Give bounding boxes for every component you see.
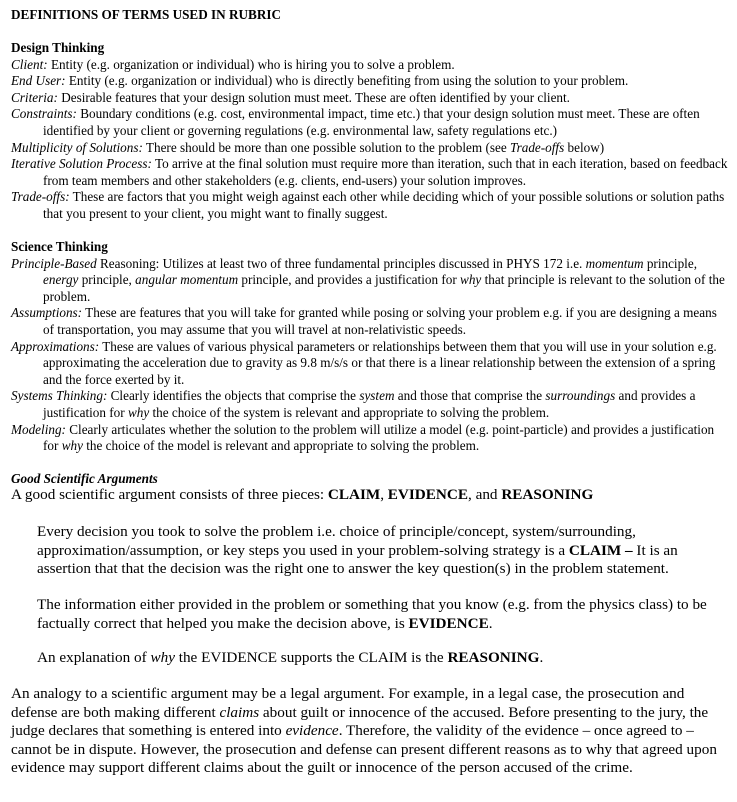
def-criteria: Criteria: Desirable features that your design solution must meet. These are often identified by your client. [11, 89, 570, 105]
term-assumptions: Assumptions: [11, 305, 83, 321]
arguments-intro: A good scientific argument consists of three pieces: CLAIM, EVIDENCE, and REASONING [11, 486, 594, 503]
term-principle-based: Principle-Based [11, 255, 97, 271]
legal-analogy-paragraph: An analogy to a scientific argument may be a legal argument. For example, in a legal case, the prosecution and defense are both making different claims about guilt or innocence of the accused. Before presenting to the jury, the judge declares that something is entered into evidence. Therefore, the validity of the evidence – once agreed to – cannot be in dispute. However, the prosecution and defense can present different reasons as to why that agreed upon evidence may support different claims about the guilt or innocence of the person accused of the crime. [11, 685, 717, 777]
term-tradeoffs: Trade-offs: [11, 189, 70, 205]
document-title: DEFINITIONS OF TERMS USED IN RUBRIC [11, 7, 282, 22]
term-iterative: Iterative Solution Process: [11, 156, 152, 172]
def-constraints: Constraints: Boundary conditions (e.g. cost, environmental impact, time etc.) that your design solution must meet. These are often identified by your client or governing regulations (e.g. environmental law, safety regulations etc.) [11, 106, 700, 138]
reasoning-word: REASONING [501, 486, 594, 503]
term-systems-thinking: Systems Thinking: [11, 388, 108, 404]
design-thinking-heading: Design Thinking [11, 40, 105, 55]
term-approximations: Approximations: [11, 338, 100, 354]
term-criteria: Criteria: [11, 89, 58, 105]
def-systems-thinking: Systems Thinking: Clearly identifies the objects that comprise the system and those that comprise the surroundings and provides a justification for why the choice of the system is relevant and appropriate to solving the problem. [11, 388, 696, 420]
term-modeling: Modeling: [11, 421, 66, 437]
def-approximations: Approximations: These are values of various physical parameters or relationships between them that you will use in your solution e.g. approximating the acceleration due to gravity as 9.8 m/s/s or that there is a linear relationship between the extension of a spring and the force exerted by it. [11, 338, 717, 387]
def-end-user: End User: Entity (e.g. organization or individual) who is directly benefiting from using the solution to your problem. [11, 73, 629, 89]
def-multiplicity: Multiplicity of Solutions: There should be more than one possible solution to the problem (see Trade-offs below) [11, 139, 605, 155]
def-assumptions: Assumptions: These are features that you will take for granted while posing or solving your problem e.g. if you are designing a means of transportation, you may assume that you will travel at non-relativistic speeds. [11, 305, 717, 337]
term-multiplicity: Multiplicity of Solutions: [11, 139, 143, 155]
def-principle-based: Principle-Based Reasoning: Utilizes at least two of three fundamental principles discussed in PHYS 172 i.e. momentum principle, energy principle, angular momentum principle, and provides a justification for why that principle is relevant to the solution of the problem. [11, 255, 725, 304]
term-constraints: Constraints: [11, 106, 77, 122]
design-thinking-section [11, 40, 729, 223]
evidence-word: EVIDENCE [387, 486, 468, 503]
claim-word: CLAIM [327, 486, 381, 503]
science-thinking-section [11, 239, 729, 455]
arguments-heading: Good Scientific Arguments [11, 471, 158, 486]
term-end-user: End User: [11, 73, 66, 89]
def-tradeoffs: Trade-offs: These are factors that you might weigh against each other while deciding which of your possible solutions or solution paths that you present to your client, you might want to finally suggest. [11, 189, 725, 221]
term-client: Client: [11, 56, 48, 72]
science-thinking-heading: Science Thinking [11, 239, 108, 254]
claim-paragraph: Every decision you took to solve the problem i.e. choice of principle/concept, system/surrounding, approximation/assumption, or key steps you used in your problem-solving strategy is a CLAIM – It is an assertion that that the decision was the right one to answer the key question(s) in the problem statement. [37, 523, 678, 578]
def-client: Client: Entity (e.g. organization or individual) who is hiring you to solve a problem. [11, 56, 455, 72]
def-iterative: Iterative Solution Process: To arrive at the final solution must require more than iteration, such that in each iteration, based on feedback from team members and other stakeholders (e.g. clients, end-users) your solution improves. [11, 156, 728, 188]
evidence-paragraph: The information either provided in the problem or something that you know (e.g. from the physics class) to be factually correct that helped you make the decision above, is EVIDENCE. [37, 596, 707, 632]
reasoning-paragraph: An explanation of why the EVIDENCE supports the CLAIM is the REASONING. [37, 649, 544, 666]
def-modeling: Modeling: Clearly articulates whether the solution to the problem will utilize a model (e.g. point-particle) and provides a justification for why the choice of the model is relevant and appropriate to solving the problem. [11, 421, 715, 454]
